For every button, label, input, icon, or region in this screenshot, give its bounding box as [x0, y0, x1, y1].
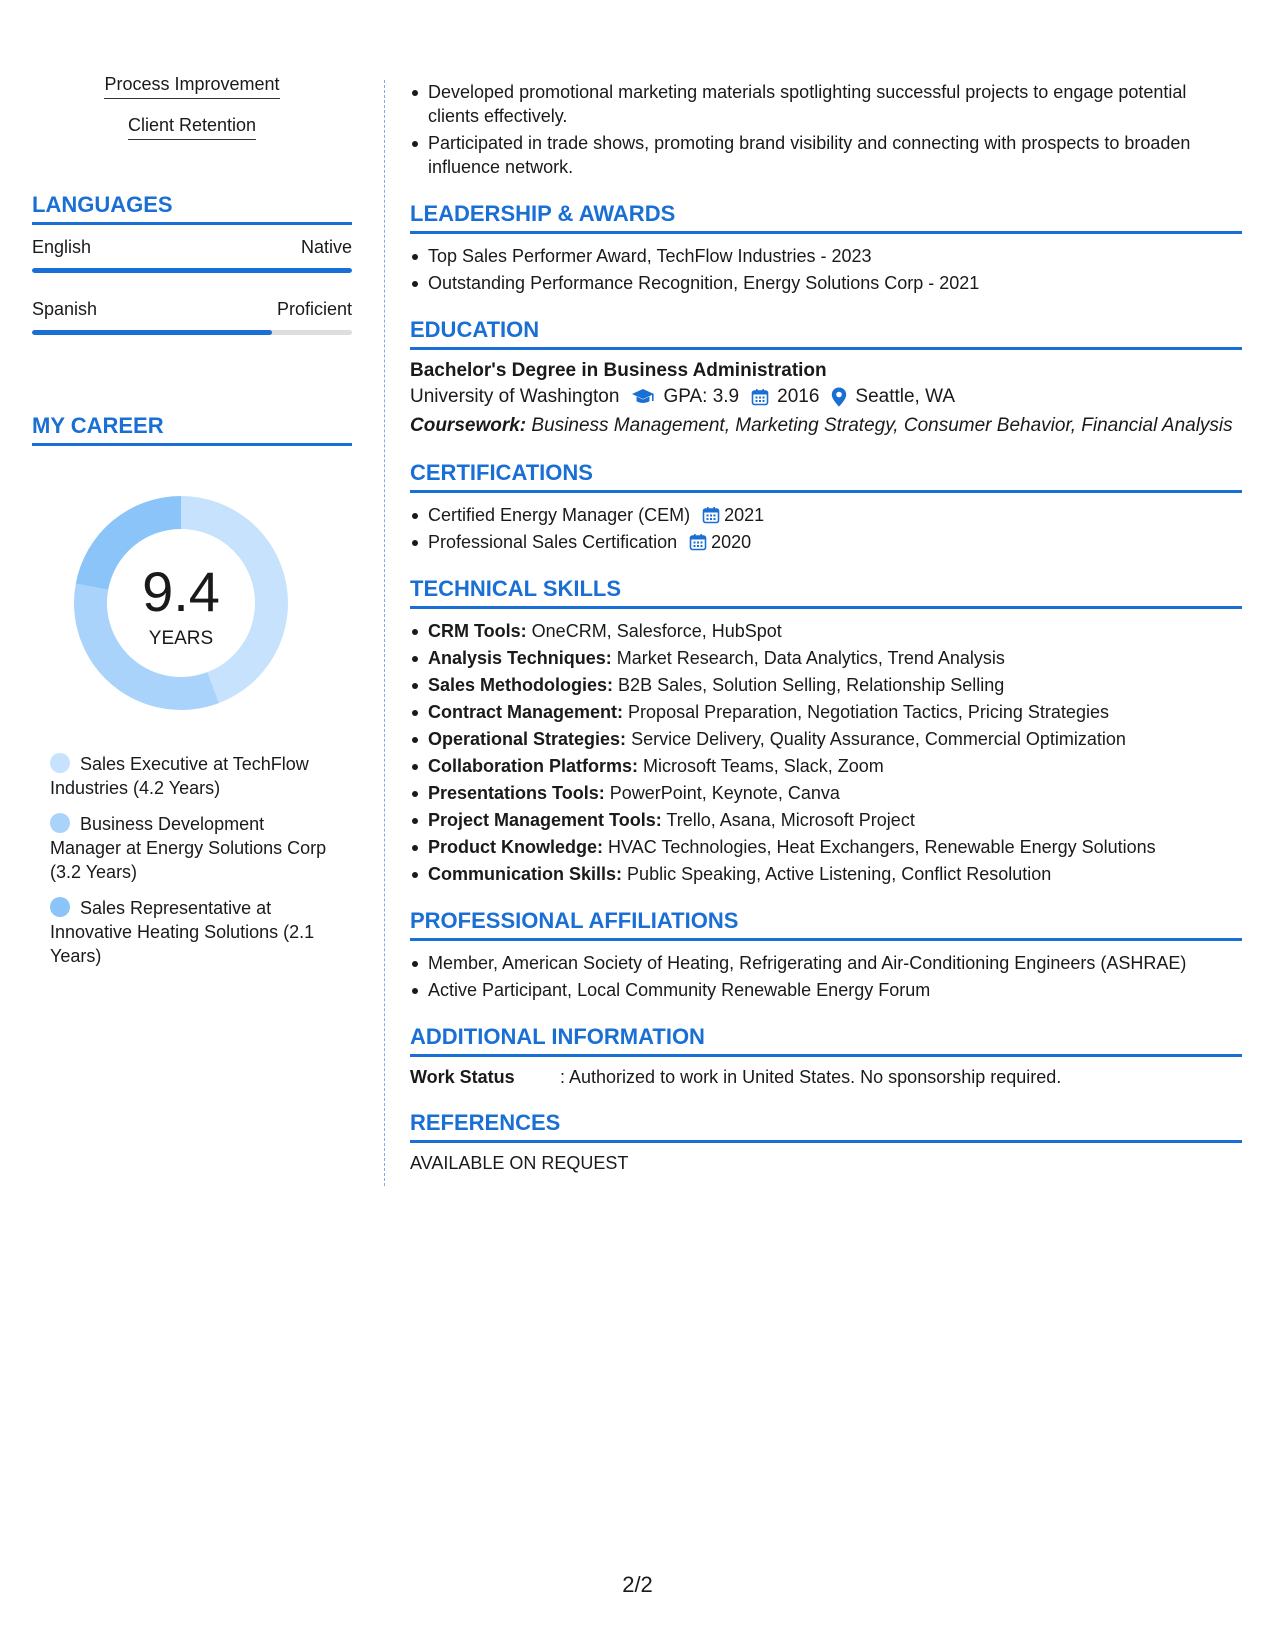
list-item: Operational Strategies: Service Delivery, Quality Assurance, Commercial Optimization: [410, 727, 1242, 751]
skills-title: TECHNICAL SKILLS: [410, 576, 1242, 609]
list-item: Certified Energy Manager (CEM) 2021: [410, 503, 1242, 527]
list-item: CRM Tools: OneCRM, Salesforce, HubSpot: [410, 619, 1242, 643]
legend-dot: [50, 813, 70, 833]
languages-title: LANGUAGES: [32, 192, 352, 225]
certifications-section: [410, 460, 1242, 554]
leadership-title: LEADERSHIP & AWARDS: [410, 201, 1242, 234]
additional-info-title: ADDITIONAL INFORMATION: [410, 1024, 1242, 1057]
experience-bullets: [410, 80, 1242, 179]
calendar-icon: [689, 533, 707, 551]
list-item: Communication Skills: Public Speaking, Active Listening, Conflict Resolution: [410, 862, 1242, 886]
list-item: Contract Management: Proposal Preparation, Negotiation Tactics, Pricing Strategies: [410, 700, 1242, 724]
career-total: 9.4: [142, 560, 220, 623]
career-section: [32, 413, 352, 968]
legend-dot: [50, 897, 70, 917]
education-degree: Bachelor's Degree in Business Administration: [410, 360, 827, 381]
list-item: Analysis Techniques: Market Research, Data Analytics, Trend Analysis: [410, 646, 1242, 670]
language-bar: [32, 330, 352, 335]
list-item: Presentations Tools: PowerPoint, Keynote, Canva: [410, 781, 1242, 805]
education-details: [410, 386, 1242, 408]
list-item: Top Sales Performer Award, TechFlow Industries - 2023: [410, 244, 1242, 268]
career-legend-item: Sales Representative at Innovative Heating Solutions (2.1 Years): [50, 898, 315, 966]
education-gpa: GPA: 3.9: [663, 386, 740, 407]
calendar-icon: [751, 388, 769, 406]
work-status-row: [410, 1067, 1242, 1088]
right-column: [410, 80, 1242, 1174]
language-item: [32, 237, 352, 273]
career-title: MY CAREER: [32, 413, 352, 446]
page-number: 2/2: [622, 1572, 653, 1597]
education-coursework: Coursework: Business Management, Marketing Strategy, Consumer Behavior, Financial Analysis: [410, 415, 1233, 436]
skills-section: [410, 576, 1242, 886]
list-item: Developed promotional marketing materials spotlighting successful projects to engage potential clients effectively.: [410, 80, 1242, 128]
education-year: 2016: [777, 386, 820, 407]
language-name: Spanish: [32, 299, 98, 319]
graduation-cap-icon: [631, 388, 655, 406]
language-bar-fill: [32, 330, 272, 335]
list-item: Member, American Society of Heating, Refrigerating and Air-Conditioning Engineers (ASHRAE): [410, 951, 1242, 975]
skill-tag: Process Improvement: [32, 74, 352, 99]
left-column: [32, 74, 352, 980]
skill-tag: Client Retention: [32, 115, 352, 140]
career-unit: YEARS: [148, 628, 214, 649]
list-item: Professional Sales Certification 2020: [410, 530, 1242, 554]
list-item: Collaboration Platforms: Microsoft Teams, Slack, Zoom: [410, 754, 1242, 778]
education-title: EDUCATION: [410, 317, 1242, 350]
education-location: Seattle, WA: [855, 386, 956, 407]
education-section: [410, 317, 1242, 438]
list-item: Project Management Tools: Trello, Asana, Microsoft Project: [410, 808, 1242, 832]
language-level: Native: [300, 237, 352, 257]
career-donut-chart: [68, 490, 294, 716]
career-legend: [50, 752, 336, 968]
legend-dot: [50, 753, 70, 773]
language-item: [32, 299, 352, 335]
references-title: REFERENCES: [410, 1110, 1242, 1143]
list-item: Active Participant, Local Community Renewable Energy Forum: [410, 978, 1242, 1002]
education-school: University of Washington: [410, 386, 620, 407]
work-status-label: Work Status: [410, 1067, 515, 1087]
language-bar-fill: [32, 268, 352, 273]
affiliations-section: [410, 908, 1242, 1002]
references-text: AVAILABLE ON REQUEST: [410, 1153, 629, 1173]
column-divider: [384, 80, 385, 1186]
location-pin-icon: [831, 387, 847, 407]
language-name: English: [32, 237, 92, 257]
certifications-title: CERTIFICATIONS: [410, 460, 1242, 493]
career-legend-item: Sales Executive at TechFlow Industries (4.2 Years): [50, 754, 309, 798]
list-item: Product Knowledge: HVAC Technologies, Heat Exchangers, Renewable Energy Solutions: [410, 835, 1242, 859]
list-item: Outstanding Performance Recognition, Energy Solutions Corp - 2021: [410, 271, 1242, 295]
additional-info-section: [410, 1024, 1242, 1088]
affiliations-title: PROFESSIONAL AFFILIATIONS: [410, 908, 1242, 941]
language-level: Proficient: [276, 299, 352, 319]
list-item: Sales Methodologies: B2B Sales, Solution Selling, Relationship Selling: [410, 673, 1242, 697]
calendar-icon: [702, 506, 720, 524]
language-bar: [32, 268, 352, 273]
list-item: Participated in trade shows, promoting brand visibility and connecting with prospects to broaden influence network.: [410, 131, 1242, 179]
references-section: [410, 1110, 1242, 1174]
leadership-section: [410, 201, 1242, 295]
work-status-value: : Authorized to work in United States. No sponsorship required.: [560, 1067, 1062, 1087]
career-legend-item: Business Development Manager at Energy Solutions Corp (3.2 Years): [50, 814, 327, 882]
languages-section: [32, 192, 352, 335]
